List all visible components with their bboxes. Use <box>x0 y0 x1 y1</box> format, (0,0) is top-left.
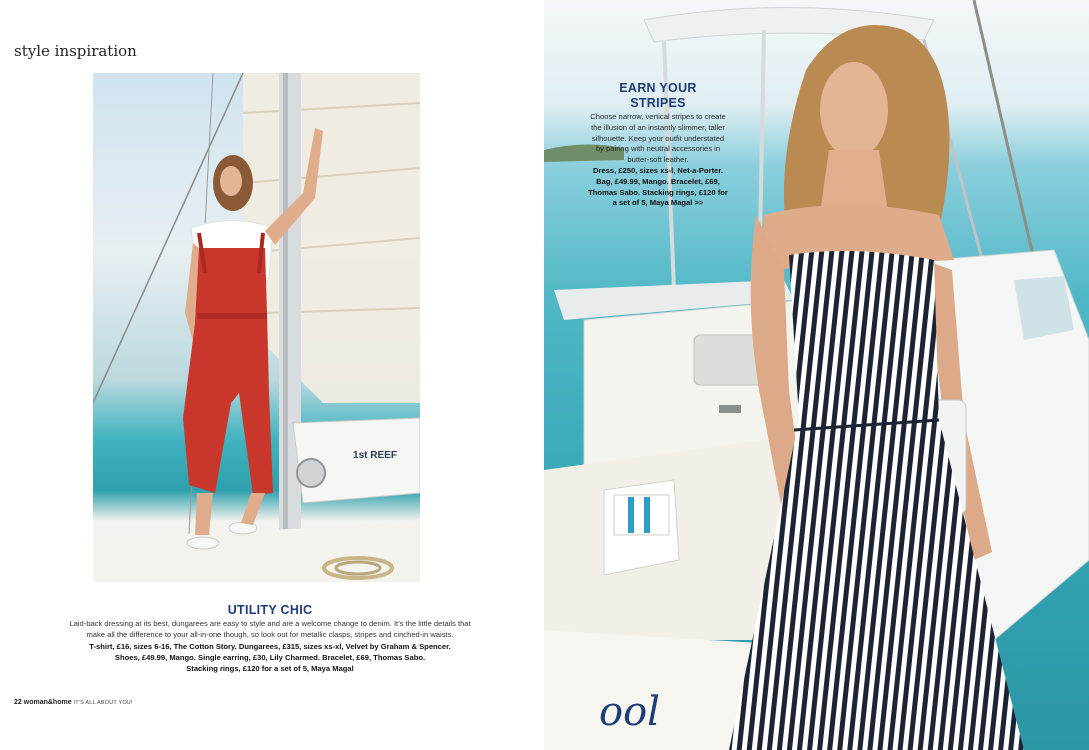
section-label: style inspiration <box>14 42 137 60</box>
photo-utility-chic <box>93 73 420 582</box>
story-title-line: STRIPES <box>630 96 686 110</box>
story-credit-line: T-shirt, £16, sizes 6-16, The Cotton Story. Dungarees, £315, sizes xs-xl, Velvet by Graham & Spencer. <box>89 641 451 651</box>
magazine-name: woman&home <box>23 699 72 706</box>
page-folio <box>14 699 133 706</box>
story-title: UTILITY CHIC <box>227 603 313 617</box>
story-credit-line: Shoes, £49.99, Mango. Single earring, £30, Lily Charmed. Bracelet, £69, Thomas Sabo. <box>114 652 426 662</box>
story-title-line: EARN YOUR <box>619 81 697 95</box>
right-page <box>544 0 1089 750</box>
hull-name-text: ool <box>599 689 660 735</box>
story-body: Laid-back dressing at its best, dungarees are easy to style and are a welcome change to denim. It’s the little details that make all the difference to your all-in-one though, so look out for metallic clasps, stripes and cinched-in waists. <box>69 619 471 639</box>
story-credit-line: Stacking rings, £120 for a set of 5, Maya Magal <box>186 663 354 673</box>
story-body: Choose narrow, vertical stripes to create the illusion of an instantly slimmer, taller silhouette. Keep your outfit understated by pairing with neutral accessories in butter-soft leather. <box>590 112 726 165</box>
story-credits: Dress, £250, sizes xs-l, Net-a-Porter. Bag, £49.99, Mango. Bracelet, £69, Thomas Sabo. Stacking rings, £120 for a set of 5, Maya Magal >> <box>588 165 728 208</box>
page-number: 22 <box>14 699 22 706</box>
left-page <box>0 0 544 750</box>
magazine-tagline: IT'S ALL ABOUT YOU! <box>73 700 133 706</box>
story-earn-your-stripes <box>588 82 728 209</box>
sailboat-photo-illustration <box>93 73 420 582</box>
sail-reef-text: 1st REEF <box>353 450 397 461</box>
story-utility-chic <box>60 603 480 674</box>
